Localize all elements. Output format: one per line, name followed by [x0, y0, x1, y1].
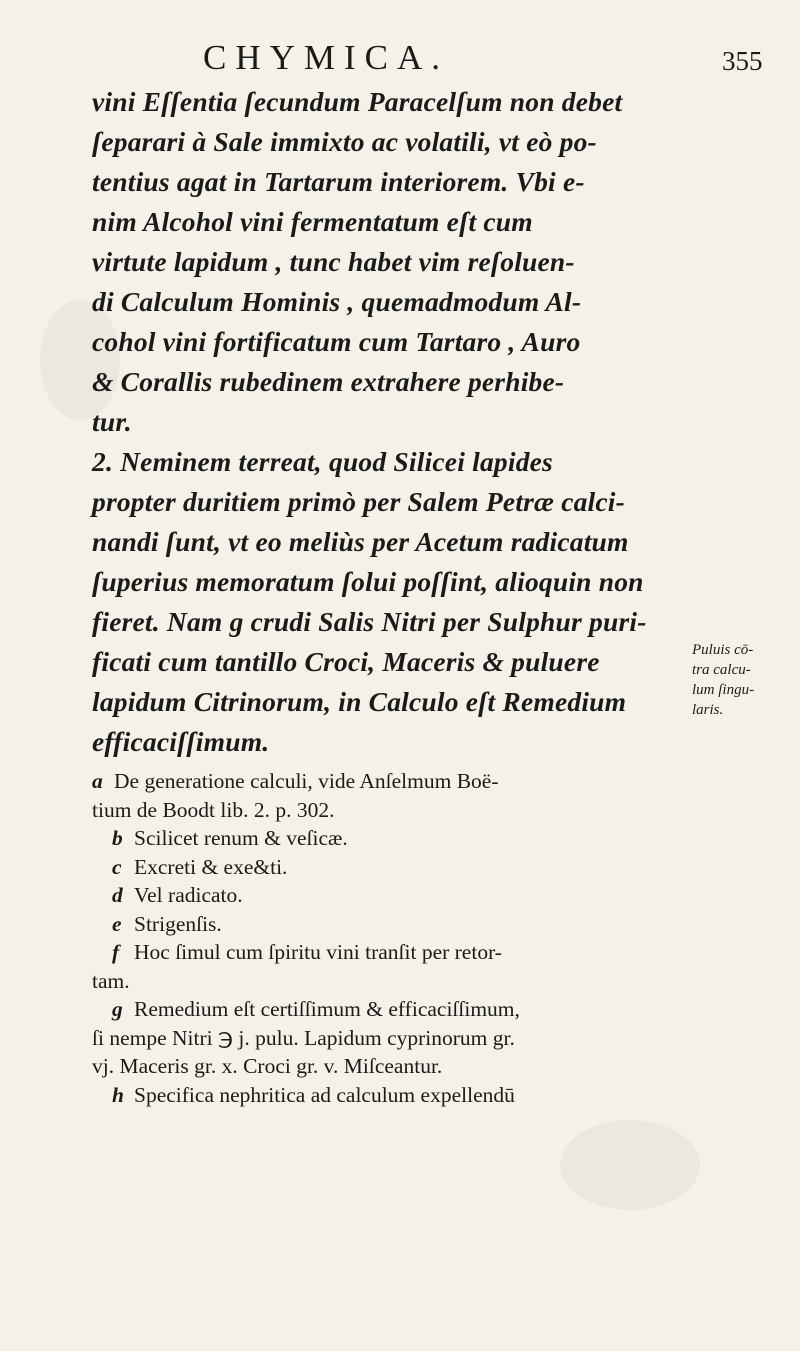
footnote-continuation: [92, 967, 712, 996]
footnote-mark: c: [112, 854, 122, 879]
margin-note-line: Puluis cō-: [692, 642, 754, 658]
text-line: cohol vini fortificatum cum Tartaro , Auro: [92, 326, 581, 357]
text-line: fieret. Nam g crudi Salis Nitri per Sulphur puri-: [92, 606, 647, 637]
footnote-mark: b: [112, 826, 123, 850]
margin-note-line: tra calcu-: [692, 662, 751, 678]
text-line: efficaciſſimum.: [92, 726, 270, 757]
paper-stain: [560, 1120, 700, 1210]
text-line: lapidum Citrinorum, in Calculo eſt Remedium: [92, 686, 627, 717]
footnote-continuation: [92, 1052, 712, 1081]
footnote-text: Excreti & exe&ti.: [134, 854, 288, 879]
footnote: [92, 910, 712, 939]
footnote: [92, 1081, 712, 1110]
footnote: [92, 824, 712, 853]
footnote: [92, 767, 712, 796]
text-line: virtute lapidum , tunc habet vim reſoluen-: [92, 246, 575, 277]
footnote-mark: e: [112, 911, 122, 936]
text-line: 2. Neminem terreat, quod Silicei lapides: [92, 446, 553, 477]
page-number: 355: [722, 46, 763, 76]
footnote: [92, 938, 712, 967]
text-line: ficati cum tantillo Croci, Maceris & puluere: [92, 646, 600, 677]
footnote-mark: g: [112, 997, 123, 1021]
text-line: tur.: [92, 406, 132, 437]
text-line: nim Alcohol vini fermentatum eſt cum: [92, 206, 533, 237]
text-line: nandi ſunt, vt eo meliùs per Acetum radicatum: [92, 526, 629, 557]
footnote-text: Scilicet renum & veſicæ.: [134, 826, 348, 850]
footnote-text: Specifica nephritica ad calculum expellendū: [134, 1082, 515, 1107]
page-header: [0, 38, 800, 78]
footnote-text: Remedium eſt certiſſimum & efficaciſſimum,: [134, 997, 520, 1021]
footnote: [92, 881, 712, 910]
text-line: vini Eſſentia ſecundum Paracelſum non debet: [92, 86, 623, 117]
footnote-text: Strigenſis.: [134, 911, 222, 936]
footnote-continuation: [92, 1024, 712, 1053]
footnote-text: Vel radicato.: [134, 883, 243, 907]
margin-note-line: laris.: [692, 702, 724, 718]
footnote-mark: a: [92, 769, 103, 793]
margin-note: [692, 640, 792, 720]
footnote-mark: d: [112, 883, 123, 907]
text-line: tentius agat in Tartarum interiorem. Vbi e-: [92, 166, 585, 197]
footnote: [92, 853, 712, 882]
text-line: di Calculum Hominis , quemadmodum Al-: [92, 286, 582, 317]
footnote-mark: h: [112, 1082, 124, 1107]
running-title: CHYMICA.: [203, 38, 450, 77]
main-text: [92, 82, 662, 762]
text-line: ſeparari à Sale immixto ac volatili, vt eò po-: [92, 126, 597, 157]
footnotes: [92, 767, 712, 1109]
footnote: [92, 995, 712, 1024]
footnote-text: vj. Maceris gr. x. Croci gr. v. Miſceantur.: [92, 1054, 443, 1078]
footnote-text: tium de Boodt lib. 2. p. 302.: [92, 797, 335, 822]
footnote-text: Hoc ſimul cum ſpiritu vini tranſit per retor-: [134, 940, 502, 964]
footnote-text: tam.: [92, 968, 130, 993]
footnote-text: De generatione calculi, vide Anſelmum Boë-: [114, 769, 499, 793]
text-line: propter duritiem primò per Salem Petræ calci-: [92, 486, 625, 517]
text-line: ſuperius memoratum ſolui poſſint, alioquin non: [92, 566, 644, 597]
margin-note-line: lum ſingu-: [692, 682, 755, 698]
text-line: & Corallis rubedinem extrahere perhibe-: [92, 366, 565, 397]
footnote-text: ſi nempe Nitri ℈ j. pulu. Lapidum cyprinorum gr.: [92, 1025, 515, 1050]
footnote-continuation: [92, 796, 712, 825]
footnote-mark: f: [112, 940, 120, 964]
